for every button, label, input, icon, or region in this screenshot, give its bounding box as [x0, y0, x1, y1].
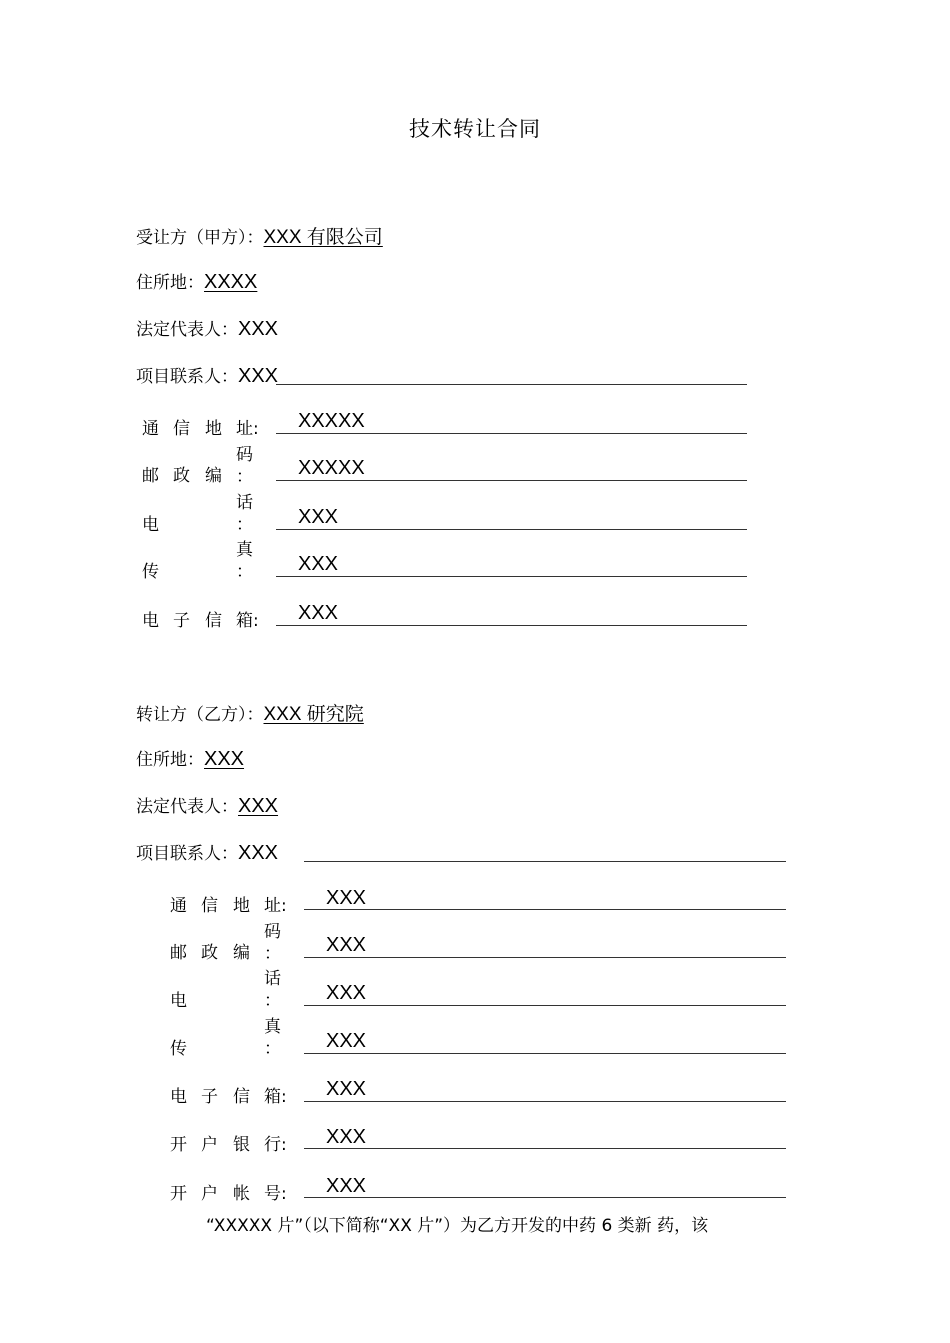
label-char: 行:: [264, 1135, 287, 1155]
field-underline: [276, 576, 747, 577]
label-char: 信: [233, 1087, 250, 1107]
label-char: 信: [205, 611, 222, 631]
party-b-account-value: XXX: [326, 1175, 367, 1197]
label-char: 银: [233, 1135, 250, 1155]
party-a-name: XXX 有限公司: [263, 227, 383, 248]
party-b-rep-row: [136, 792, 278, 818]
label-char: ：: [236, 467, 253, 487]
field-underline: [276, 529, 747, 530]
party-a-heading-label: 受让方（甲方）：: [136, 228, 264, 248]
label-char: 子: [201, 1087, 218, 1107]
label-char: 地: [205, 419, 222, 439]
label-char: 邮: [170, 943, 187, 963]
label-char: 编: [233, 943, 250, 963]
party-b-address-label: 住所地：: [136, 750, 204, 770]
label-char: 信: [173, 419, 190, 439]
party-b-address-row: [136, 745, 244, 771]
label-char: 电: [170, 1087, 187, 1107]
label-char: 编: [205, 466, 222, 486]
label-char: 帐: [233, 1184, 250, 1204]
party-b-phone-value: XXX: [326, 982, 367, 1004]
field-underline: [304, 1053, 786, 1054]
field-underline: [304, 909, 786, 910]
document-title: 技术转让合同: [409, 117, 541, 141]
field-underline: [276, 625, 747, 626]
party-b-email-value: XXX: [326, 1078, 367, 1100]
party-a-address-row: [136, 268, 257, 294]
party-b-contact-row: [136, 839, 278, 865]
label-char: ：: [264, 991, 281, 1011]
party-b-heading: [136, 699, 364, 726]
label-char: 子: [173, 611, 190, 631]
label-char: 邮: [142, 466, 159, 486]
label-char: 箱:: [236, 611, 259, 631]
label-char: 传: [142, 562, 159, 582]
party-b-rep-label: 法定代表人：: [136, 797, 238, 817]
field-underline: [304, 1101, 786, 1102]
party-a-address: XXXX: [204, 271, 258, 293]
label-char: ：: [236, 515, 253, 535]
field-underline: [304, 1148, 786, 1149]
party-b-rep: XXX: [238, 795, 279, 817]
party-a-rep: XXX: [238, 318, 279, 340]
party-b-heading-label: 转让方（乙方）：: [136, 705, 264, 725]
label-char: 箱:: [264, 1087, 287, 1107]
field-underline: [304, 957, 786, 958]
label-char: 真: [264, 1017, 281, 1037]
party-a-rep-label: 法定代表人：: [136, 320, 238, 340]
party-b-contact-label: 项目联系人：: [136, 844, 238, 864]
party-a-mail-address-value: XXXXX: [298, 410, 365, 432]
label-char: 址:: [264, 896, 287, 916]
label-char: 户: [201, 1184, 218, 1204]
label-char: 政: [173, 466, 190, 486]
field-underline: [276, 433, 747, 434]
party-a-postcode-value: XXXXX: [298, 457, 365, 479]
label-char: 话: [264, 969, 281, 989]
field-underline: [276, 480, 747, 481]
party-a-contact-label: 项目联系人：: [136, 367, 238, 387]
party-b-mail-address-value: XXX: [326, 887, 367, 909]
label-char: ：: [264, 1039, 281, 1059]
party-a-rep-row: [136, 315, 278, 341]
field-underline: [304, 1005, 786, 1006]
label-char: 传: [170, 1039, 187, 1059]
label-char: 电: [170, 991, 187, 1011]
label-char: 码: [264, 922, 281, 942]
label-char: 真: [236, 540, 253, 560]
label-char: 信: [201, 896, 218, 916]
label-char: ：: [264, 944, 281, 964]
party-a-contact-underline: [276, 384, 747, 385]
body-paragraph: “XXXXX 片”（以下简称“XX 片”）为乙方开发的中药 6 类新 药，该: [206, 1216, 709, 1236]
party-b-fax-value: XXX: [326, 1030, 367, 1052]
label-char: 政: [201, 943, 218, 963]
label-char: ：: [236, 562, 253, 582]
label-char: 码: [236, 445, 253, 465]
party-a-heading: [136, 222, 383, 249]
party-a-email-value: XXX: [298, 602, 339, 624]
party-b-contact-underline: [304, 861, 786, 862]
party-a-fax-value: XXX: [298, 553, 339, 575]
label-char: 话: [236, 493, 253, 513]
party-b-postcode-value: XXX: [326, 934, 367, 956]
party-a-address-label: 住所地：: [136, 273, 204, 293]
label-char: 号:: [264, 1184, 287, 1204]
party-b-contact: XXX: [238, 842, 279, 864]
party-a-contact-row: [136, 362, 278, 388]
party-a-phone-value: XXX: [298, 506, 339, 528]
label-char: 开: [170, 1135, 187, 1155]
party-b-name: XXX 研究院: [263, 704, 364, 725]
field-underline: [304, 1197, 786, 1198]
label-char: 户: [201, 1135, 218, 1155]
label-char: 电: [142, 611, 159, 631]
party-b-address: XXX: [204, 748, 245, 770]
party-a-contact: XXX: [238, 365, 279, 387]
label-char: 通: [170, 896, 187, 916]
party-b-bank-value: XXX: [326, 1126, 367, 1148]
label-char: 址:: [236, 419, 259, 439]
label-char: 地: [233, 896, 250, 916]
label-char: 通: [142, 419, 159, 439]
label-char: 开: [170, 1184, 187, 1204]
label-char: 电: [142, 515, 159, 535]
